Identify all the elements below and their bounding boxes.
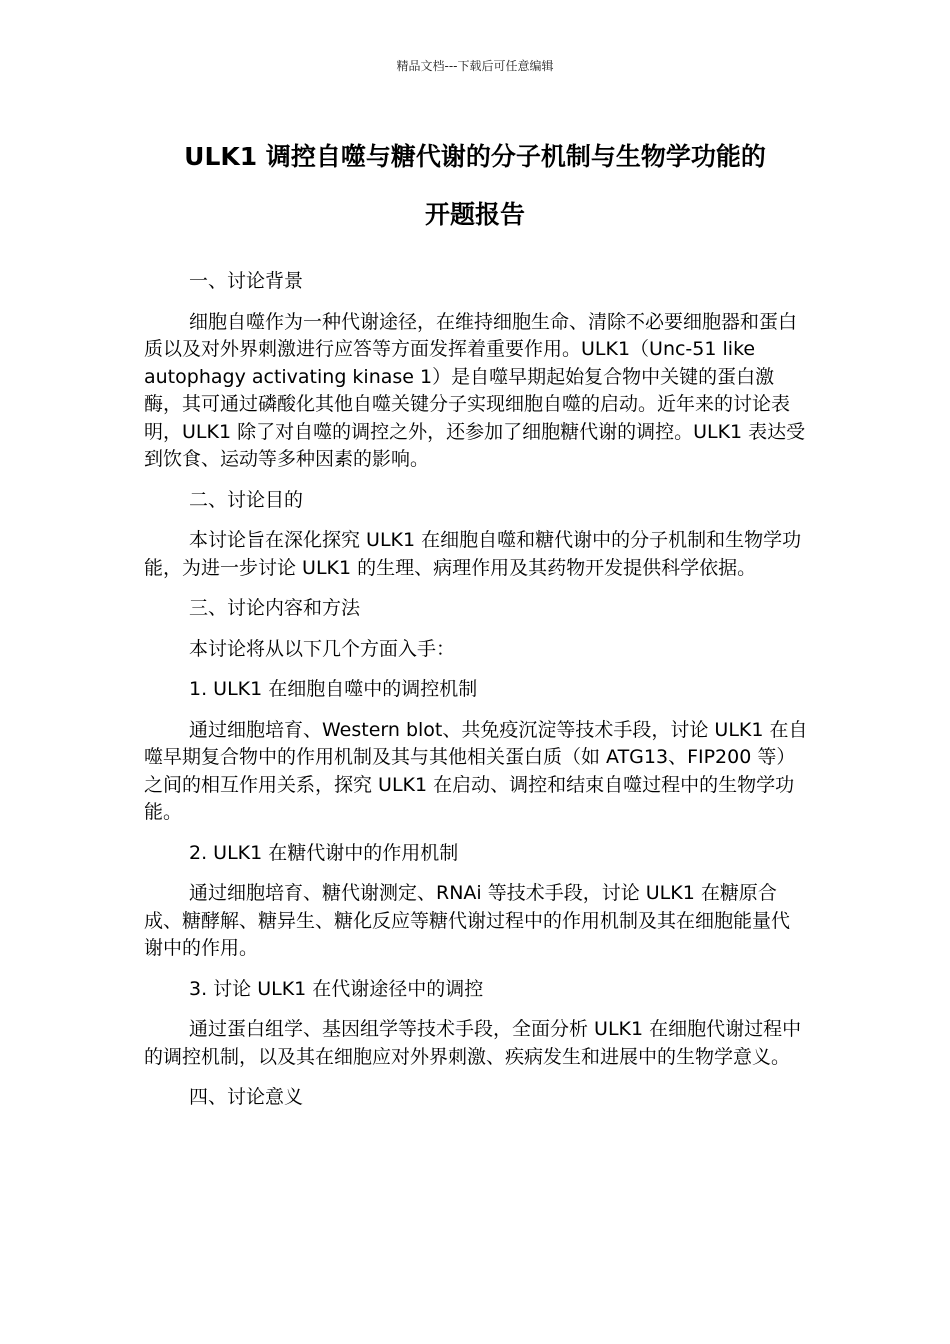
paragraph-purpose: 本讨论旨在深化探究 ULK1 在细胞自噬和糖代谢中的分子机制和生物学功能，为进一步讨论 ULK1 的生理、病理作用及其药物开发提供科学依据。 [144, 529, 802, 579]
section-heading-significance: 四、讨论意义 [189, 1086, 304, 1108]
paragraph-background: 细胞自噬作为一种代谢途径，在维持细胞生命、清除不必要细胞器和蛋白质以及对外界刺激进行应答等方面发挥着重要作用。ULK1（Unc-51 like autophagy activating kinase 1）是自噬早期起始复合物中关键的蛋白激酶，其可通过磷酸化其他自噬关键分子实现细胞自噬的启动。近年来的讨论表明，ULK1 除了对自噬的调控之外，还参加了细胞糖代谢的调控。ULK1 表达受到饮食、运动等多种因素的影响。 [144, 310, 806, 470]
item-heading-glucose-metabolism: 2. ULK1 在糖代谢中的作用机制 [189, 841, 459, 864]
paragraph-autophagy: 通过细胞培育、Western blot、共免疫沉淀等技术手段，讨论 ULK1 在自噬早期复合物中的作用机制及其与其他相关蛋白质（如 ATG13、FIP200 等）之间的相互作用关系，探究 ULK1 在启动、调控和结束自噬过程中的生物学功能。 [144, 718, 808, 823]
item-heading-autophagy: 1. ULK1 在细胞自噬中的调控机制 [189, 678, 478, 700]
paragraph-content-intro: 本讨论将从以下几个方面入手： [189, 637, 456, 660]
title-line-1: ULK1 调控自噬与糖代谢的分子机制与生物学功能的 [184, 142, 766, 171]
document-title [120, 128, 830, 244]
section-heading-purpose: 二、讨论目的 [189, 488, 304, 511]
header-note: 精品文档---下载后可任意编辑 [396, 59, 554, 73]
title-line-2: 开题报告 [424, 200, 525, 229]
document-body [144, 268, 808, 1125]
section-heading-background: 一、讨论背景 [189, 270, 304, 292]
paragraph-metabolic-pathway: 通过蛋白组学、基因组学等技术手段，全面分析 ULK1 在细胞代谢过程中的调控机制，以及其在细胞应对外界刺激、疾病发生和进展中的生物学意义。 [144, 1018, 802, 1068]
section-heading-content-methods: 三、讨论内容和方法 [189, 597, 361, 619]
paragraph-glucose-metabolism: 通过细胞培育、糖代谢测定、RNAi 等技术手段，讨论 ULK1 在糖原合成、糖酵解、糖异生、糖化反应等糖代谢过程中的作用机制及其在细胞能量代谢中的作用。 [144, 882, 791, 959]
item-heading-metabolic-pathway: 3. 讨论 ULK1 在代谢途径中的调控 [189, 977, 484, 1000]
